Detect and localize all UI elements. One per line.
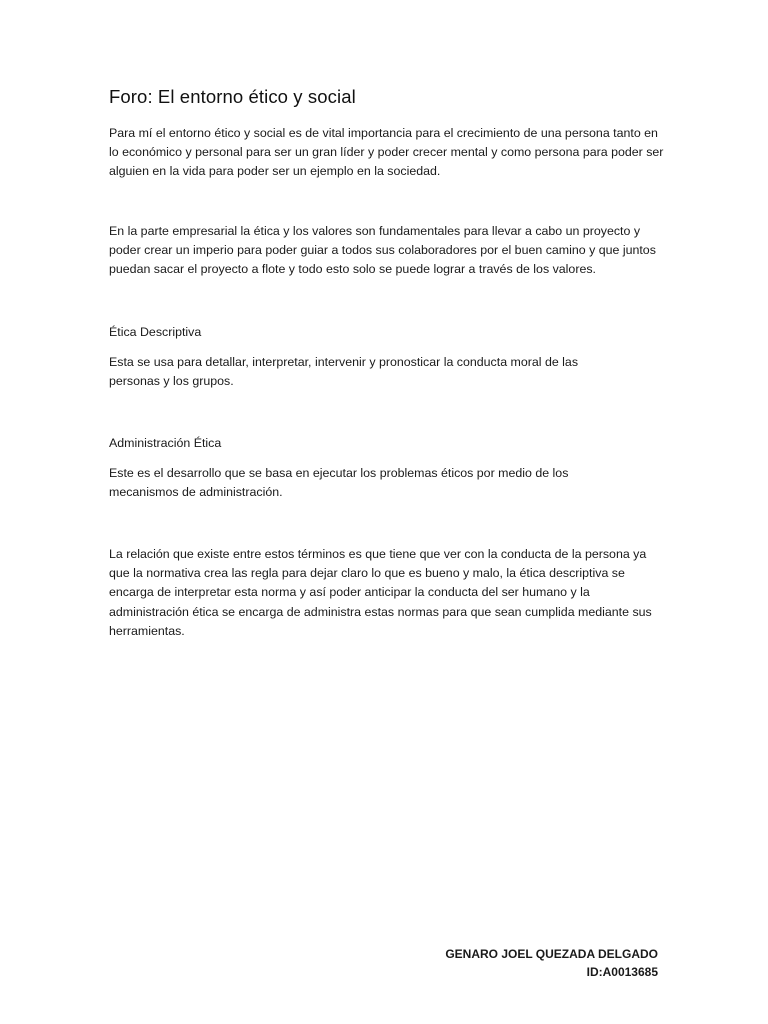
descriptive-ethics-paragraph: Esta se usa para detallar, interpretar, intervenir y pronosticar la conducta moral de las personas y los grupos. [109, 355, 579, 389]
business-paragraph: En la parte empresarial la ética y los valores son fundamentales para llevar a cabo un proyecto y poder crear un imperio para poder guiar a todos sus colaboradores por el buen camino y que juntos puedan sacar el proyecto a flote y todo esto solo se puede lograr a través de los valores. [109, 224, 656, 277]
ethics-administration-paragraph: Este es el desarrollo que se basa en ejecutar los problemas éticos por medio de los mecanismos de administración. [109, 466, 569, 500]
author-id: ID:A0013685 [586, 964, 658, 979]
intro-paragraph: Para mí el entorno ético y social es de vital importancia para el crecimiento de una persona tanto en lo económico y personal para ser un gran líder y poder crecer mental y como persona para poder ser alguien en la vida para poder ser un ejemplo en la sociedad. [109, 126, 664, 179]
author-name: GENARO JOEL QUEZADA DELGADO [445, 947, 658, 961]
author-signature-block [445, 946, 658, 981]
section-heading-ethics-administration: Administración Ética [109, 436, 222, 450]
page-title: Foro: El entorno ético y social [109, 86, 356, 107]
conclusion-paragraph: La relación que existe entre estos términos es que tiene que ver con la conducta de la persona ya que la normativa crea las regla para dejar claro lo que es bueno y malo, la ética descriptiva se encarga de interpretar esta norma y así poder anticipar la conducta del ser humano y la administración ética se encarga de administra estas normas para que sean cumplida mediante sus herramientas. [109, 547, 652, 638]
section-heading-descriptive-ethics: Ética Descriptiva [109, 325, 202, 339]
